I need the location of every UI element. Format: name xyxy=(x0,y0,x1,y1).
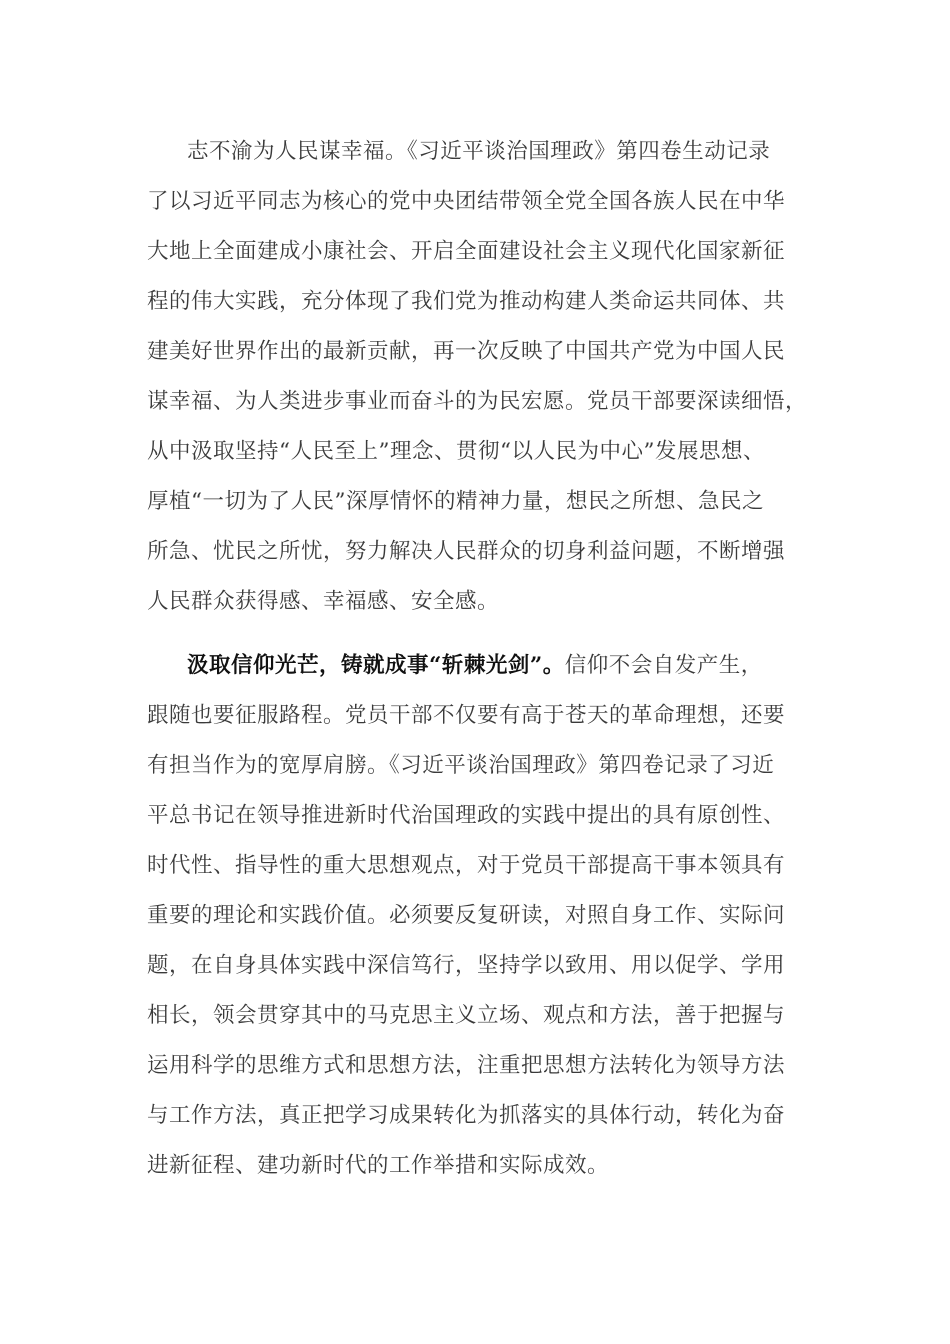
paragraph-1-line-4: 程的伟大实践，充分体现了我们党为推动构建人类命运共同体、共 xyxy=(147,289,786,314)
paragraph-1-line-7: 从中汲取坚持“人民至上”理念、贯彻“以人民为中心”发展思想、 xyxy=(147,439,765,464)
paragraph-1-line-5: 建美好世界作出的最新贡献，再一次反映了中国共产党为中国人民 xyxy=(147,339,786,364)
paragraph-2-line-7: 题，在自身具体实践中深信笃行，坚持学以致用、用以促学、学用 xyxy=(147,953,786,978)
paragraph-1-line-2: 了以习近平同志为核心的党中央团结带领全党全国各族人民在中华 xyxy=(147,189,786,214)
paragraph-2-line-2: 跟随也要征服路程。党员干部不仅要有高于苍天的革命理想，还要 xyxy=(147,703,786,728)
paragraph-2-line-6: 重要的理论和实践价值。必须要反复研读，对照自身工作、实际问 xyxy=(147,903,786,928)
paragraph-2-line-1 xyxy=(187,651,763,681)
paragraph-2-line-11: 进新征程、建功新时代的工作举措和实际成效。 xyxy=(147,1153,610,1178)
paragraph-1-line-1: 志不渝为人民谋幸福。《习近平谈治国理政》第四卷生动记录 xyxy=(187,139,771,164)
paragraph-1-line-8: 厚植“一切为了人民”深厚情怀的精神力量，想民之所想、急民之 xyxy=(147,489,764,514)
paragraph-2-line-9: 运用科学的思维方式和思想方法，注重把思想方法转化为领导方法 xyxy=(147,1053,786,1078)
paragraph-1-line-9: 所急、忧民之所忧，努力解决人民群众的切身利益问题，不断增强 xyxy=(147,539,786,564)
paragraph-2-line-3: 有担当作为的宽厚肩膀。《习近平谈治国理政》第四卷记录了习近 xyxy=(147,753,775,778)
paragraph-2-first-line-text: 信仰不会自发产生， xyxy=(564,653,763,678)
paragraph-2-line-4: 平总书记在领导推进新时代治国理政的实践中提出的具有原创性、 xyxy=(147,803,786,828)
paragraph-1-line-10: 人民群众获得感、幸福感、安全感。 xyxy=(147,589,500,614)
paragraph-1-line-3: 大地上全面建成小康社会、开启全面建设社会主义现代化国家新征 xyxy=(147,239,786,264)
paragraph-2-heading: 汲取信仰光芒，铸就成事“斩棘光剑”。 xyxy=(187,653,565,678)
paragraph-2-line-8: 相长，领会贯穿其中的马克思主义立场、观点和方法，善于把握与 xyxy=(147,1003,786,1028)
paragraph-2-line-5: 时代性、指导性的重大思想观点，对于党员干部提高干事本领具有 xyxy=(147,853,786,878)
paragraph-2-line-10: 与工作方法，真正把学习成果转化为抓落实的具体行动，转化为奋 xyxy=(147,1103,786,1128)
paragraph-1-line-6: 谋幸福、为人类进步事业而奋斗的为民宏愿。党员干部要深读细悟， xyxy=(147,389,808,414)
